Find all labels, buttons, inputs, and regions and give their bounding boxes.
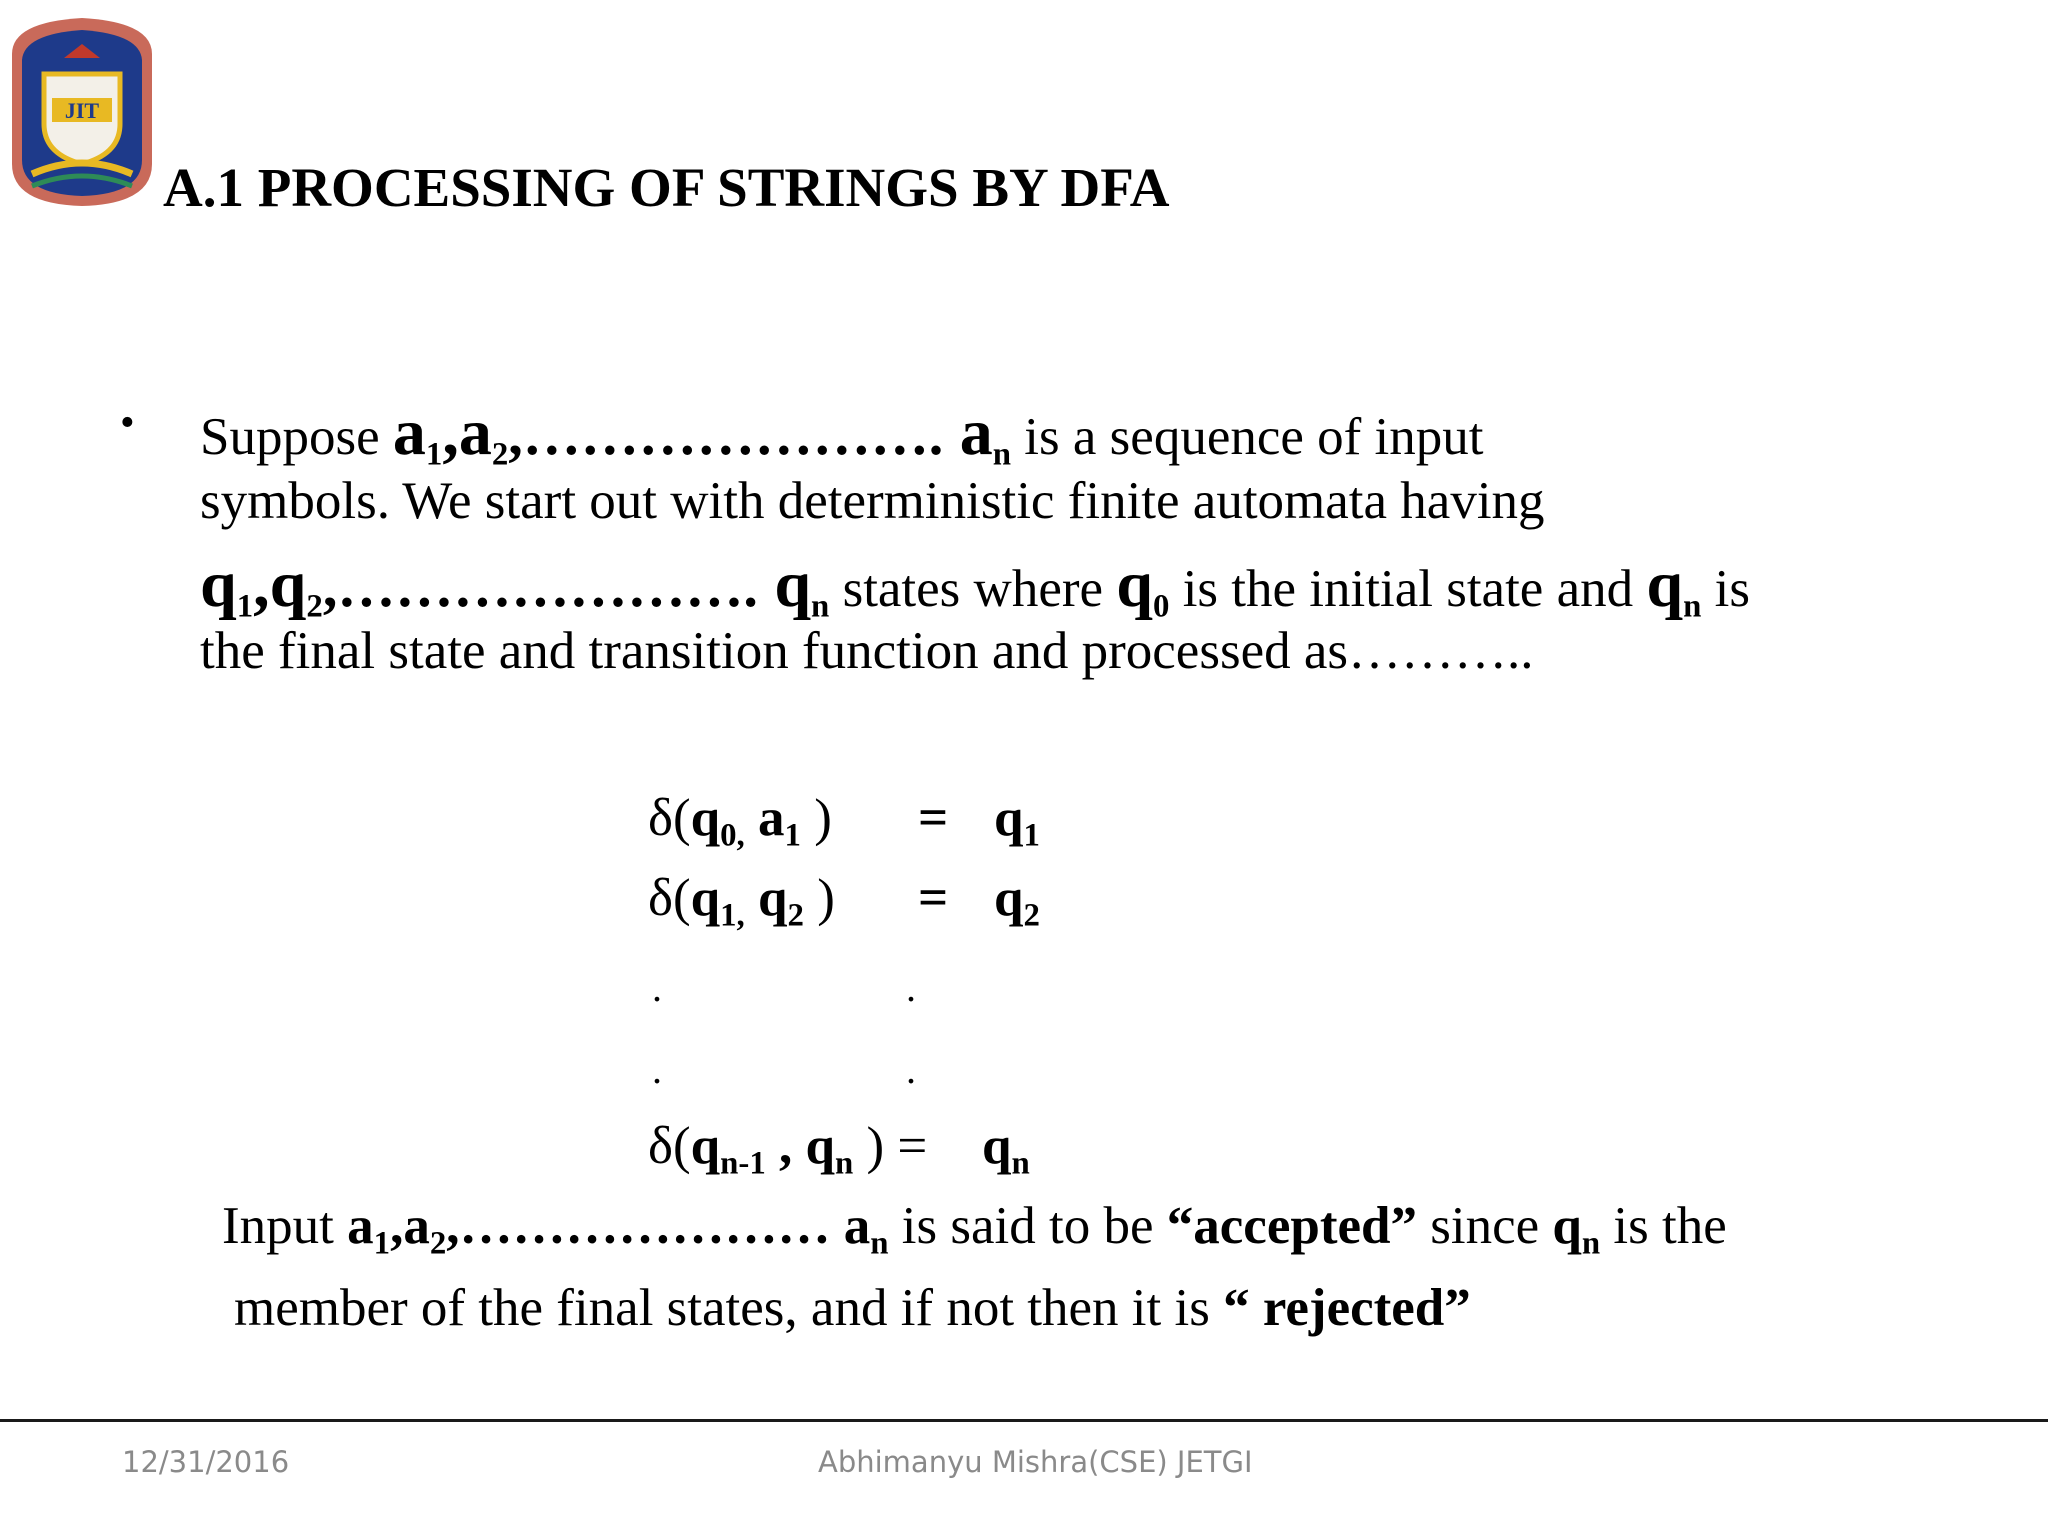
bullet-line-4: the final state and transition function and processed as……….. — [200, 622, 1534, 680]
footer-divider — [0, 1419, 2048, 1422]
ellipsis-dot: . — [906, 1047, 916, 1092]
transition-equation-2: $\delta(q_{1,}$ $q_2$ ) = $q_2$ — [648, 869, 1040, 934]
conclusion-line-2: member of the final states, and if not then it is “ rejected” — [234, 1279, 1471, 1337]
svg-text:JIT: JIT — [64, 98, 100, 123]
bullet-line-3: $q_1,q_2,\dots\dots\dots\dots\dots\dots\dots$. $q_n$ states where $q_0$ is the initial state and $q_n$ is — [200, 548, 1750, 625]
slide-title: A.1 PROCESSING OF STRINGS BY DFA — [163, 157, 1170, 218]
ellipsis-dot: . — [652, 1047, 662, 1092]
transition-equation-1: $\delta(q_{0,}$ $a_1$ ) = $q_1$ — [648, 789, 1040, 854]
bullet-marker: • — [120, 400, 135, 446]
institute-crest-icon — [4, 14, 160, 208]
bullet-line-1: Suppose $a_1,a_2,\dots\dots\dots\dots\dots\dots\dots$. $a_n$ is a sequence of input — [200, 396, 1484, 473]
bullet-line-2: symbols. We start out with deterministic finite automata having — [200, 472, 1545, 530]
transition-equation-n: $\delta(q_{n-1}$ , $q_n$ ) = $q_n$ — [648, 1117, 1030, 1182]
footer-author: Abhimanyu Mishra(CSE) JETGI — [818, 1445, 1253, 1479]
ellipsis-dot: . — [906, 965, 916, 1010]
conclusion-line-1: Input $a_1,a_2,\dots\dots\dots\dots\dots\dots\dots$ $a_n$ is said to be “accepted” since $q_n$ is the — [222, 1197, 1727, 1262]
ellipsis-dot: . — [652, 965, 662, 1010]
footer-date: 12/31/2016 — [122, 1445, 290, 1479]
